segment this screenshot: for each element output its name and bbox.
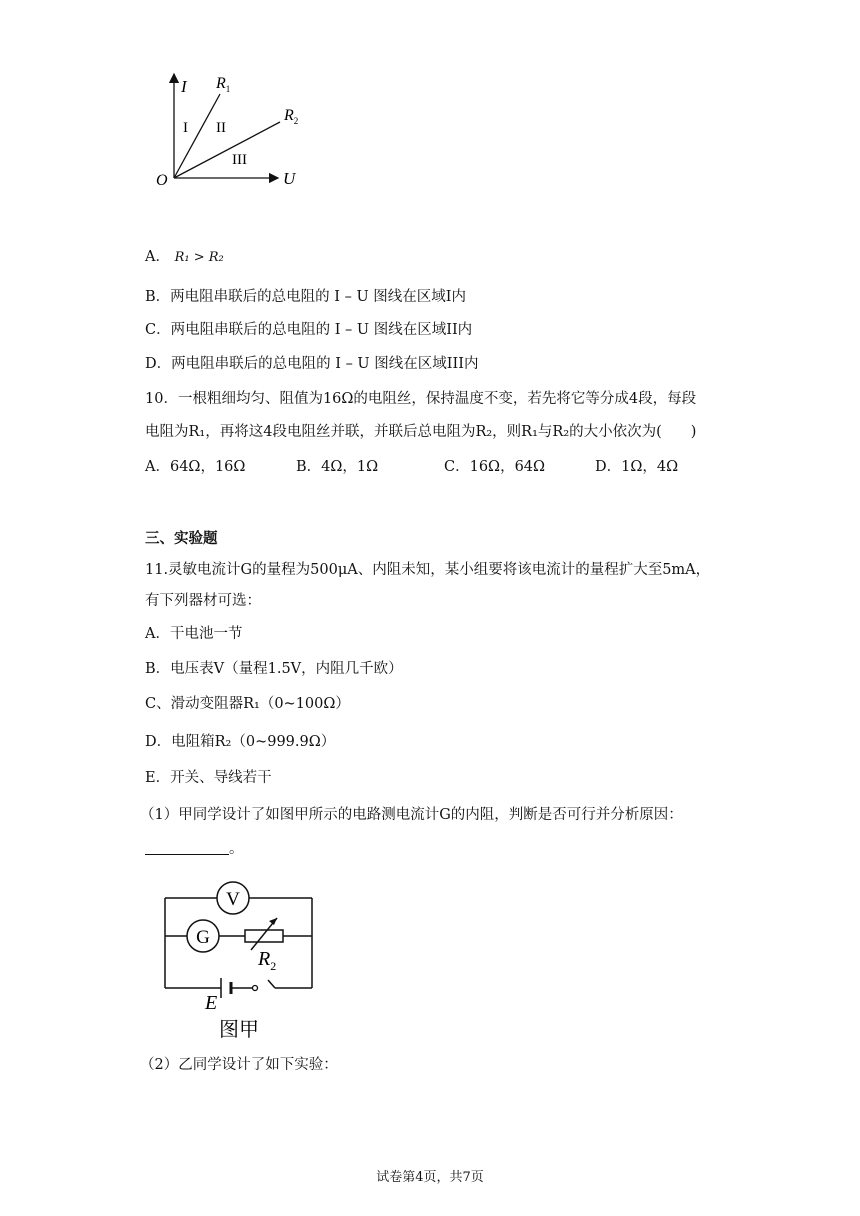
q10-option-b: B．4Ω，1Ω	[296, 459, 379, 475]
q10-option-c: C．16Ω，64Ω	[444, 459, 546, 475]
answer-blank[interactable]	[145, 840, 229, 855]
voltmeter-symbol	[217, 882, 249, 914]
label-r2: $R_2$	[284, 107, 299, 126]
q10-option-a: A．64Ω，16Ω	[145, 459, 246, 475]
q11-item-c: C、滑动变阻器R₁（0~100Ω）	[145, 696, 350, 712]
iu-graph	[150, 70, 320, 195]
q11-part1-blank-line	[145, 839, 244, 859]
q9-option-d: D．两电阻串联后的总电阻的 I – U 图线在区域III内	[145, 356, 479, 372]
q9-option-a-prefix: A．	[145, 249, 170, 265]
label-r1: $R_1$	[216, 75, 231, 94]
origin-label: O	[156, 172, 168, 189]
q11-part1: （1）甲同学设计了如图甲所示的电路测电流计G的内阻，判断是否可行并分析原因：	[140, 807, 683, 823]
circuit-caption: 图甲	[219, 1019, 259, 1041]
q11-part2: （2）乙同学设计了如下实验：	[140, 1057, 338, 1073]
galvanometer-symbol	[187, 920, 219, 952]
switch-symbol	[253, 986, 258, 991]
resistor-box-symbol	[245, 918, 283, 950]
page-footer: 试卷第4页，共7页	[376, 1170, 484, 1185]
q10-text-line2: 电阻为R₁，再将这4段电阻丝并联，并联后总电阻为R₂，则R₁与R₂的大小依次为( )	[145, 424, 697, 440]
q9-option-b: B．两电阻串联后的总电阻的 I – U 图线在区域I内	[145, 289, 467, 305]
q9-option-a	[145, 247, 224, 268]
region-2-label: II	[216, 120, 226, 136]
resistor-label: $R_2$	[258, 948, 277, 973]
q9-option-c: C．两电阻串联后的总电阻的 I – U 图线在区域II内	[145, 322, 473, 338]
q9-option-a-math: R₁ > R₂	[174, 250, 224, 265]
q11-part1-end: 。	[229, 841, 244, 857]
battery-symbol	[221, 978, 231, 998]
q11-item-b: B．电压表V（量程1.5V，内阻几千欧）	[145, 661, 403, 677]
circuit-diagram	[155, 878, 320, 1043]
axis-label-u: U	[283, 169, 296, 188]
q11-item-a: A．干电池一节	[145, 626, 243, 642]
q11-item-e: E．开关、导线若干	[145, 770, 272, 786]
section-title: 三、实验题	[145, 530, 218, 547]
q10-text-line1: 10．一根粗细均匀、阻值为16Ω的电阻丝，保持温度不变，若先将它等分成4段，每段	[145, 391, 697, 407]
q11-item-d: D．电阻箱R₂（0~999.9Ω）	[145, 734, 336, 750]
axis-label-i: I	[181, 77, 187, 96]
svg-text:G: G	[196, 927, 210, 948]
region-1-label: I	[183, 120, 188, 136]
region-3-label: III	[232, 152, 247, 168]
q11-text-line1: 11.灵敏电流计G的量程为500μA、内阻未知，某小组要将该电流计的量程扩大至5mA，	[145, 562, 711, 578]
svg-text:V: V	[226, 889, 240, 910]
q11-text-line2: 有下列器材可选：	[145, 593, 261, 609]
q10-option-d: D．1Ω，4Ω	[595, 459, 679, 475]
battery-label: E	[205, 992, 218, 1014]
